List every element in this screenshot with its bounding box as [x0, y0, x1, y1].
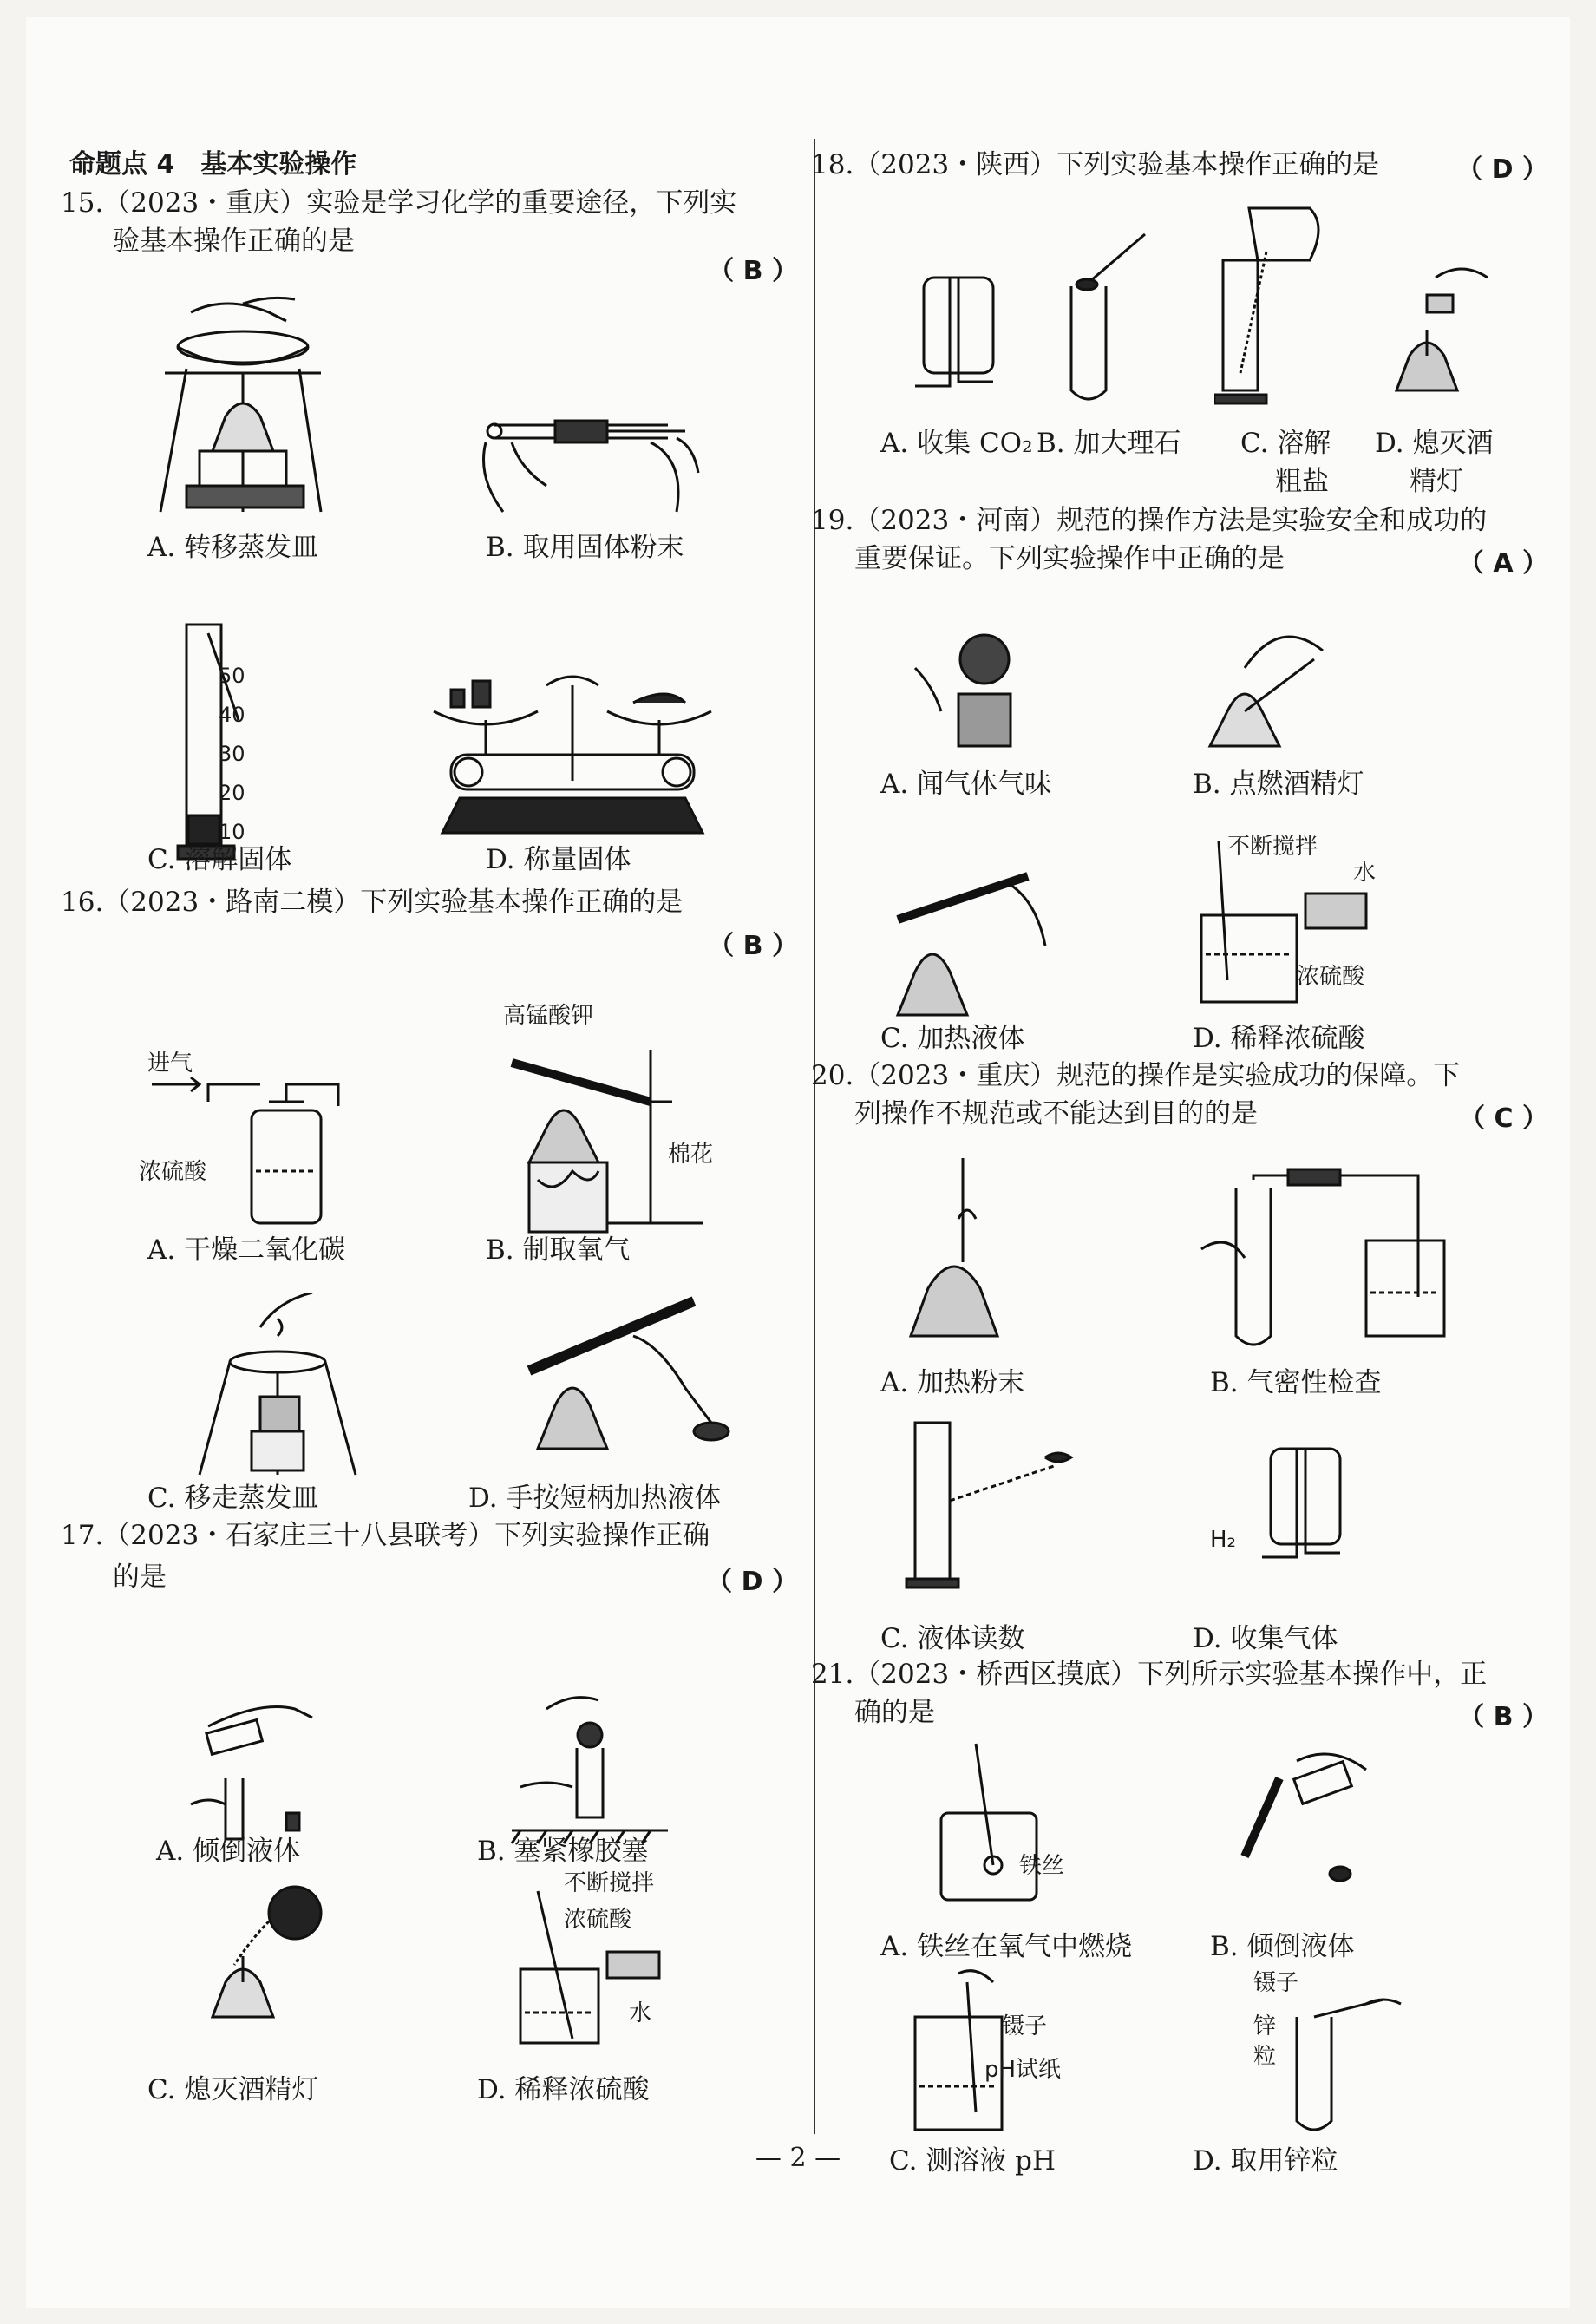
q15a-figure: [139, 295, 347, 529]
q19-option-b: B. 点燃酒精灯: [1193, 769, 1364, 800]
q20-answer: （ C ）: [1459, 1103, 1548, 1134]
q15d-figure: [425, 668, 720, 850]
q16a-acid-label: 浓硫酸: [139, 1159, 207, 1185]
q18c-figure: [1214, 200, 1344, 408]
q21d-zinc-label-2: 粒: [1253, 2044, 1277, 2070]
q18-option-b: B. 加大理石: [1037, 428, 1181, 459]
q21d-zinc-label-1: 锌: [1253, 2013, 1277, 2039]
q17-stem-line1: 17.（2023・石家庄三十八县联考）下列实验操作正确: [61, 1520, 710, 1551]
q17c-figure: [173, 1869, 373, 2043]
q16-option-a: A. 干燥二氧化碳: [147, 1234, 346, 1266]
q21-option-c: C. 测溶液 pH: [889, 2145, 1056, 2177]
q17-answer: （ D ）: [706, 1567, 798, 1597]
q19d-stir-label: 不断搅拌: [1227, 834, 1318, 860]
q17d-stir-label: 不断搅拌: [564, 1870, 655, 1896]
q19d-figure: [1193, 833, 1418, 1024]
q15-stem-line2: 验基本操作正确的是: [113, 226, 355, 257]
q19c-figure: [880, 850, 1080, 1024]
q16-option-c: C. 移走蒸发皿: [147, 1483, 319, 1514]
q15-option-d: D. 称量固体: [486, 844, 631, 875]
q16b-kmno4-label: 高锰酸钾: [503, 1003, 594, 1029]
q15-option-b: B. 取用固体粉末: [486, 532, 684, 563]
q20-stem-line2: 列操作不规范或不能达到目的的是: [854, 1098, 1258, 1129]
q21-stem-line2: 确的是: [854, 1697, 935, 1728]
section-title: 命题点 4 基本实验操作: [69, 149, 357, 180]
q19-answer: （ A ）: [1457, 548, 1548, 579]
q21b-figure: [1210, 1735, 1401, 1908]
q16b-figure: [494, 1003, 737, 1241]
q20-option-b: B. 气密性检查: [1210, 1367, 1382, 1398]
q19-stem-line1: 19.（2023・河南）规范的操作方法是实验安全和成功的: [811, 505, 1488, 536]
q18-option-d2: 精灯: [1410, 466, 1463, 497]
column-divider: [814, 139, 815, 2134]
q18-option-a: A. 收集 CO₂: [880, 428, 1033, 459]
q21a-iron-label: 铁丝: [1019, 1853, 1065, 1879]
q15c-figure: [173, 616, 286, 867]
q17-option-c: C. 熄灭酒精灯: [147, 2074, 319, 2105]
q19d-water-label: 水: [1353, 860, 1377, 886]
left-column: [61, 130, 798, 2212]
q21a-figure: [924, 1735, 1097, 1908]
q19-option-d: D. 稀释浓硫酸: [1193, 1023, 1365, 1054]
q18a-figure: [906, 269, 1002, 399]
q18-option-c1: C. 溶解: [1240, 428, 1331, 459]
q17d-figure: [477, 1870, 737, 2047]
q19-stem-line2: 重要保证。下列实验操作中正确的是: [854, 543, 1285, 574]
q21-option-d: D. 取用锌粒: [1193, 2145, 1338, 2177]
q20c-figure: [880, 1414, 1097, 1605]
q17b-figure: [503, 1683, 677, 1848]
q18-option-d1: D. 熄灭酒: [1375, 428, 1494, 459]
q15c-tick-40: 40: [219, 703, 245, 727]
q16-option-b: B. 制取氧气: [486, 1234, 631, 1266]
q17-option-a: A. 倾倒液体: [156, 1836, 301, 1867]
q21-option-a: A. 铁丝在氧气中燃烧: [880, 1931, 1133, 1962]
q18-answer: （ D ）: [1456, 154, 1548, 185]
right-column: [811, 130, 1548, 2212]
q21c-figure: [906, 1965, 1115, 2138]
q15b-figure: [477, 390, 703, 520]
q19b-figure: [1193, 599, 1349, 763]
q16c-figure: [182, 1293, 382, 1483]
q17a-figure: [173, 1692, 347, 1848]
q18b-figure: [1063, 226, 1158, 408]
q15c-tick-30: 30: [219, 742, 245, 766]
q16a-gas-in-label: 进气: [147, 1051, 193, 1077]
q21-stem-line1: 21.（2023・桥西区摸底）下列所示实验基本操作中，正: [811, 1659, 1488, 1690]
q20-stem-line1: 20.（2023・重庆）规范的操作是实验成功的保障。下: [811, 1060, 1461, 1091]
q21-answer: （ B ）: [1458, 1702, 1548, 1732]
q19d-acid-label: 浓硫酸: [1297, 964, 1365, 990]
q19a-figure: [898, 616, 1037, 755]
q17d-water-label: 水: [629, 2000, 652, 2026]
q15c-tick-50: 50: [219, 664, 245, 688]
q20-option-c: C. 液体读数: [880, 1623, 1025, 1654]
q17d-acid-label: 浓硫酸: [564, 1907, 632, 1933]
q15-option-a: A. 转移蒸发皿: [147, 532, 319, 563]
q20d-h2-label: H₂: [1210, 1527, 1236, 1553]
q15c-tick-20: 20: [219, 781, 245, 805]
q21d-figure: [1210, 1965, 1418, 2138]
q21c-ph-paper-label: pH试纸: [984, 2057, 1062, 2083]
q19-option-a: A. 闻气体气味: [880, 769, 1052, 800]
q16-answer: （ B ）: [708, 931, 798, 961]
q16b-cotton-label: 棉花: [668, 1142, 714, 1168]
q16a-figure: [139, 1051, 408, 1241]
q21d-tweezers-label: 镊子: [1253, 1970, 1299, 1996]
q20a-figure: [898, 1149, 1028, 1358]
q15-answer: （ B ）: [708, 256, 798, 286]
q18-stem: 18.（2023・陕西）下列实验基本操作正确的是: [811, 149, 1380, 180]
q16-stem: 16.（2023・路南二模）下列实验基本操作正确的是: [61, 887, 684, 918]
q17-option-b: B. 塞紧橡胶塞: [477, 1836, 649, 1867]
q15-stem-line1: 15.（2023・重庆）实验是学习化学的重要途径，下列实: [61, 187, 737, 219]
q16-option-d: D. 手按短柄加热液体: [468, 1483, 722, 1514]
q15-option-c: C. 溶解固体: [147, 844, 292, 875]
page-number: — 2 —: [755, 2143, 841, 2173]
q20-option-d: D. 收集气体: [1193, 1623, 1338, 1654]
q15c-tick-10: 10: [219, 820, 245, 844]
q19-option-c: C. 加热液体: [880, 1023, 1025, 1054]
q17-option-d: D. 稀释浓硫酸: [477, 2074, 650, 2105]
q21-option-b: B. 倾倒液体: [1210, 1931, 1355, 1962]
q20-option-a: A. 加热粉末: [880, 1367, 1025, 1398]
q18-option-c2: 粗盐: [1275, 466, 1329, 497]
q20d-figure: [1210, 1440, 1375, 1605]
q16d-figure: [503, 1284, 763, 1475]
q20b-figure: [1193, 1162, 1453, 1353]
q18d-figure: [1375, 260, 1505, 408]
q17-stem-line2: 的是: [113, 1561, 167, 1593]
q21c-tweezers-label: 镊子: [1002, 2013, 1048, 2039]
